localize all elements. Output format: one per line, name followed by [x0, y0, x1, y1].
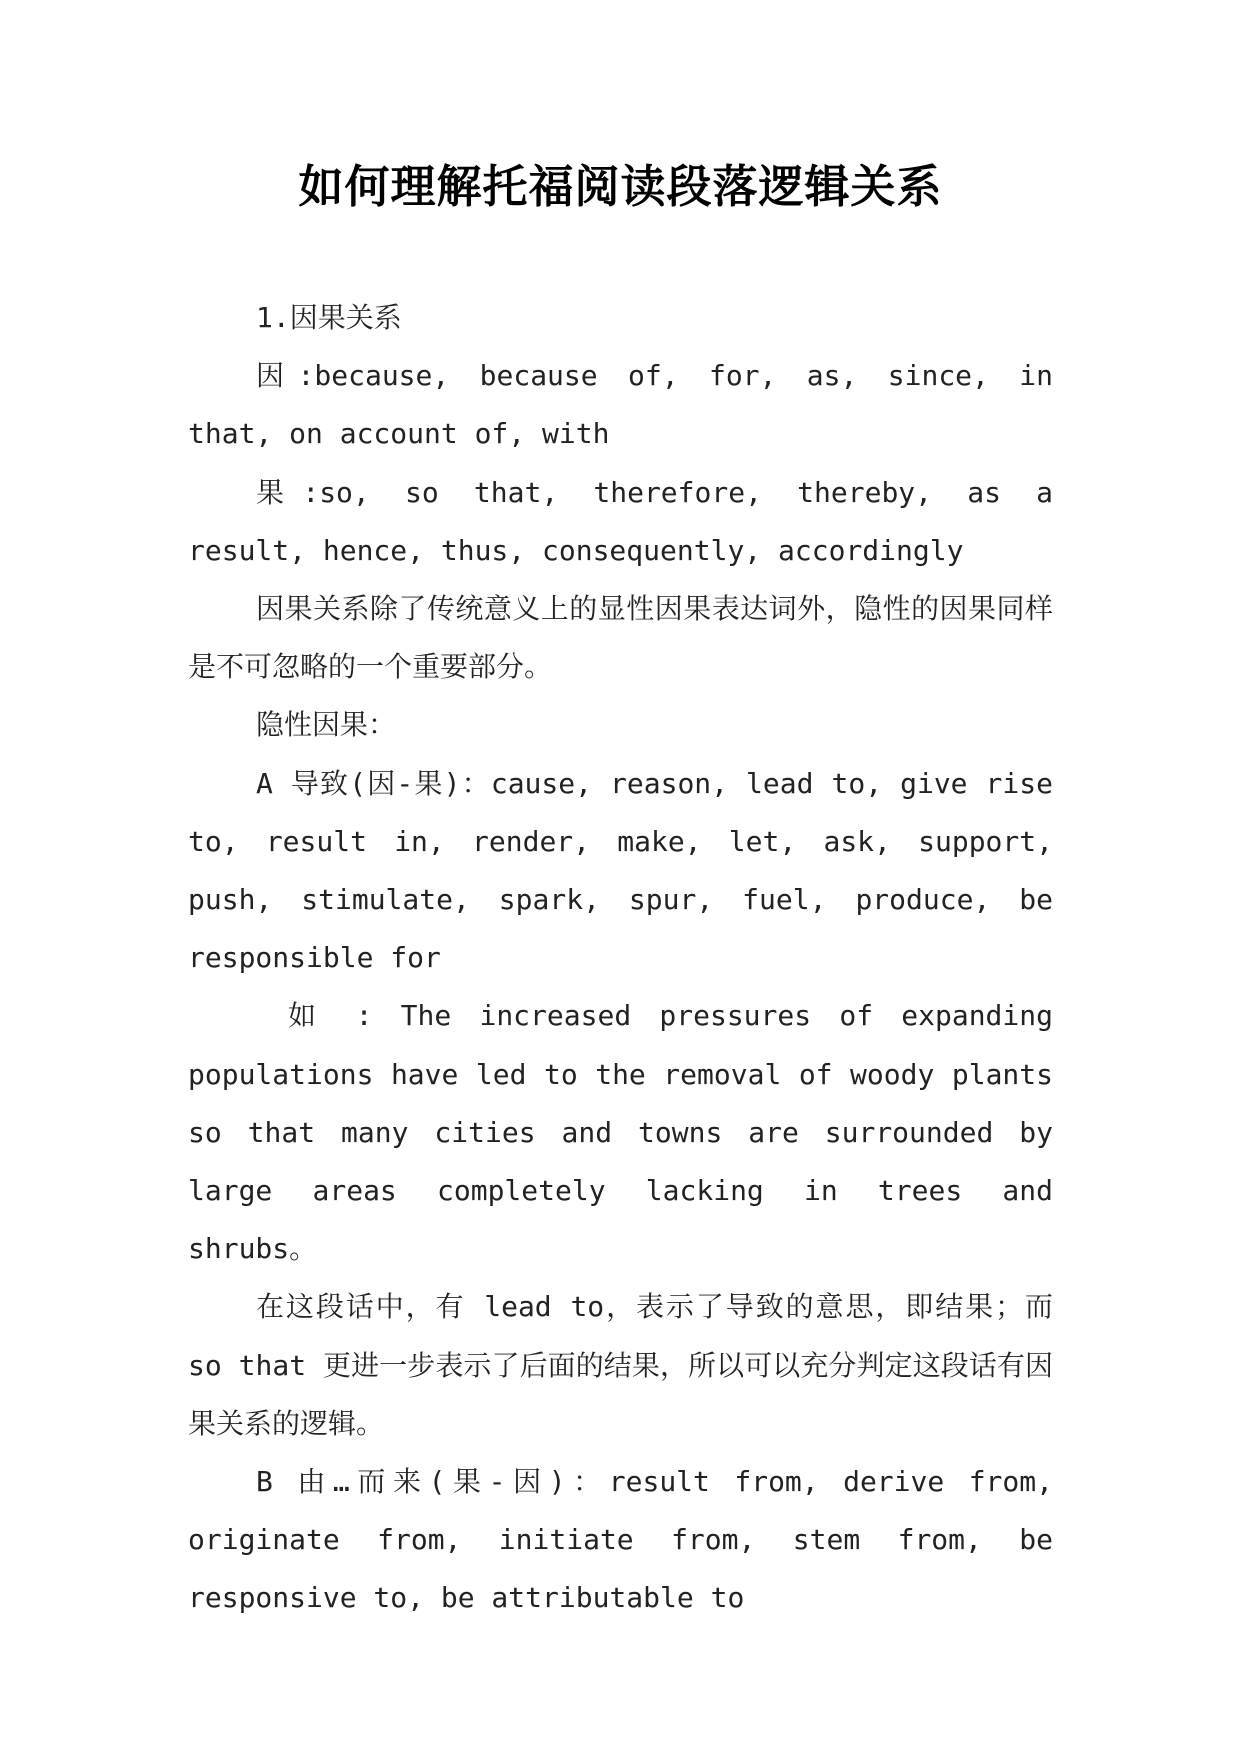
paragraph-implicit-intro: 因果关系除了传统意义上的显性因果表达词外，隐性的因果同样是不可忽略的一个重要部分。: [188, 592, 1053, 684]
document-body: [188, 289, 1053, 1628]
paragraph-b-result-from: B 由…而来(果-因)：result from, derive from, originate from, initiate from, stem from, be responsive to, be attributable to: [188, 1465, 1053, 1615]
paragraph-implicit-heading: 隐性因果：: [256, 708, 397, 742]
paragraph-explanation: 在这段话中，有 lead to，表示了导致的意思，即结果；而 so that 更进一步表示了后面的结果，所以可以充分判定这段话有因果关系的逻辑。: [188, 1290, 1053, 1440]
paragraph-cause-words: 因:because, because of, for, as, since, in that, on account of, with: [188, 359, 1053, 451]
section-heading-cause-effect: 1.因果关系: [256, 301, 402, 334]
document-title: 如何理解托福阅读段落逻辑关系: [298, 160, 943, 213]
paragraph-effect-words: 果:so, so that, therefore, thereby, as a result, hence, thus, consequently, accordingly: [188, 475, 1053, 567]
paragraph-example: 如 : The increased pressures of expanding populations have led to the removal of woody plants so that many cities and towns are surrounded by large areas completely lacking in trees and shrubs。: [188, 999, 1053, 1266]
paragraph-a-lead-to: A 导致(因-果)：cause, reason, lead to, give rise to, result in, render, make, let, ask, support, push, stimulate, spark, spur, fuel, produce, be responsible for: [188, 766, 1053, 975]
